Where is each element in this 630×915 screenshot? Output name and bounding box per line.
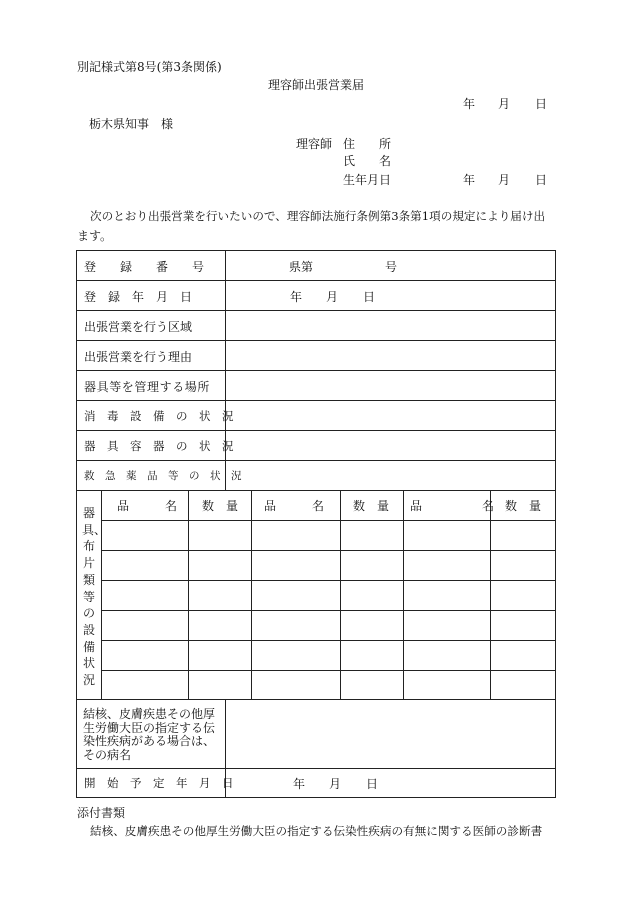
- registration-prefecture-label: 県第: [289, 260, 314, 274]
- equipment-header-qty-2: 数 量: [353, 499, 390, 513]
- registration-month-label: 月: [326, 290, 339, 304]
- start-day-label: 日: [366, 777, 379, 791]
- barber-label: 理容師: [296, 137, 333, 151]
- first-aid-supplies-label: 救 急 薬 品 等 の 状 況: [84, 470, 242, 482]
- equipment-status-label: 器具、布片類等の設備状況: [82, 506, 107, 688]
- service-area-label: 出張営業を行う区域: [84, 320, 193, 334]
- start-year-label: 年: [293, 777, 306, 791]
- equipment-header-qty-1: 数 量: [202, 499, 239, 513]
- start-month-label: 月: [329, 777, 342, 791]
- intro-line-1: 次のとおり出張営業を行いたいので、理容師法施行条例第3条第1項の規定により届け出: [90, 209, 546, 223]
- equipment-header-item-1: 品 名: [117, 499, 178, 513]
- service-reason-label: 出張営業を行う理由: [84, 350, 193, 364]
- instrument-container-label: 器 具 容 器 の 状 況: [84, 439, 234, 453]
- infectious-disease-label: 結核、皮膚疾患その他厚生労働大臣の指定する伝染性疾病がある場合は、その病名: [83, 707, 216, 762]
- dob-day-label: 日: [535, 173, 548, 187]
- intro-line-2: ます。: [77, 229, 113, 243]
- disinfection-facility-label: 消 毒 設 備 の 状 況: [84, 409, 234, 423]
- equipment-header-item-2: 品 名: [264, 499, 325, 513]
- form-reference: 別記様式第8号(第3条関係): [77, 60, 222, 74]
- notification-form-table: [76, 250, 556, 798]
- dob-label: 生年月日: [343, 173, 392, 187]
- dob-month-label: 月: [498, 173, 511, 187]
- registration-date-label: 登 録 年 月 日: [84, 290, 193, 304]
- equipment-header-qty-3: 数 量: [505, 499, 542, 513]
- date-day-label: 日: [535, 97, 548, 111]
- document-title: 理容師出張営業届: [268, 78, 365, 92]
- date-month-label: 月: [498, 97, 511, 111]
- planned-start-date-label: 開 始 予 定 年 月 日: [84, 776, 234, 790]
- registration-number-suffix: 号: [385, 260, 398, 274]
- address-label: 住 所: [343, 137, 392, 151]
- date-year-label: 年: [463, 97, 476, 111]
- dob-year-label: 年: [463, 173, 476, 187]
- equipment-header-item-3: 品 名: [410, 499, 495, 513]
- registration-number-label: 登 録 番 号: [84, 260, 205, 274]
- attachments-heading: 添付書類: [77, 806, 126, 820]
- equipment-storage-label: 器具等を管理する場所: [84, 380, 211, 394]
- registration-year-label: 年: [290, 290, 303, 304]
- attachments-item: 結核、皮膚疾患その他厚生労働大臣の指定する伝染性疾病の有無に関する医師の診断書: [90, 824, 543, 838]
- addressee: 栃木県知事 様: [89, 117, 174, 131]
- name-label: 氏 名: [343, 154, 392, 168]
- registration-day-label: 日: [363, 290, 376, 304]
